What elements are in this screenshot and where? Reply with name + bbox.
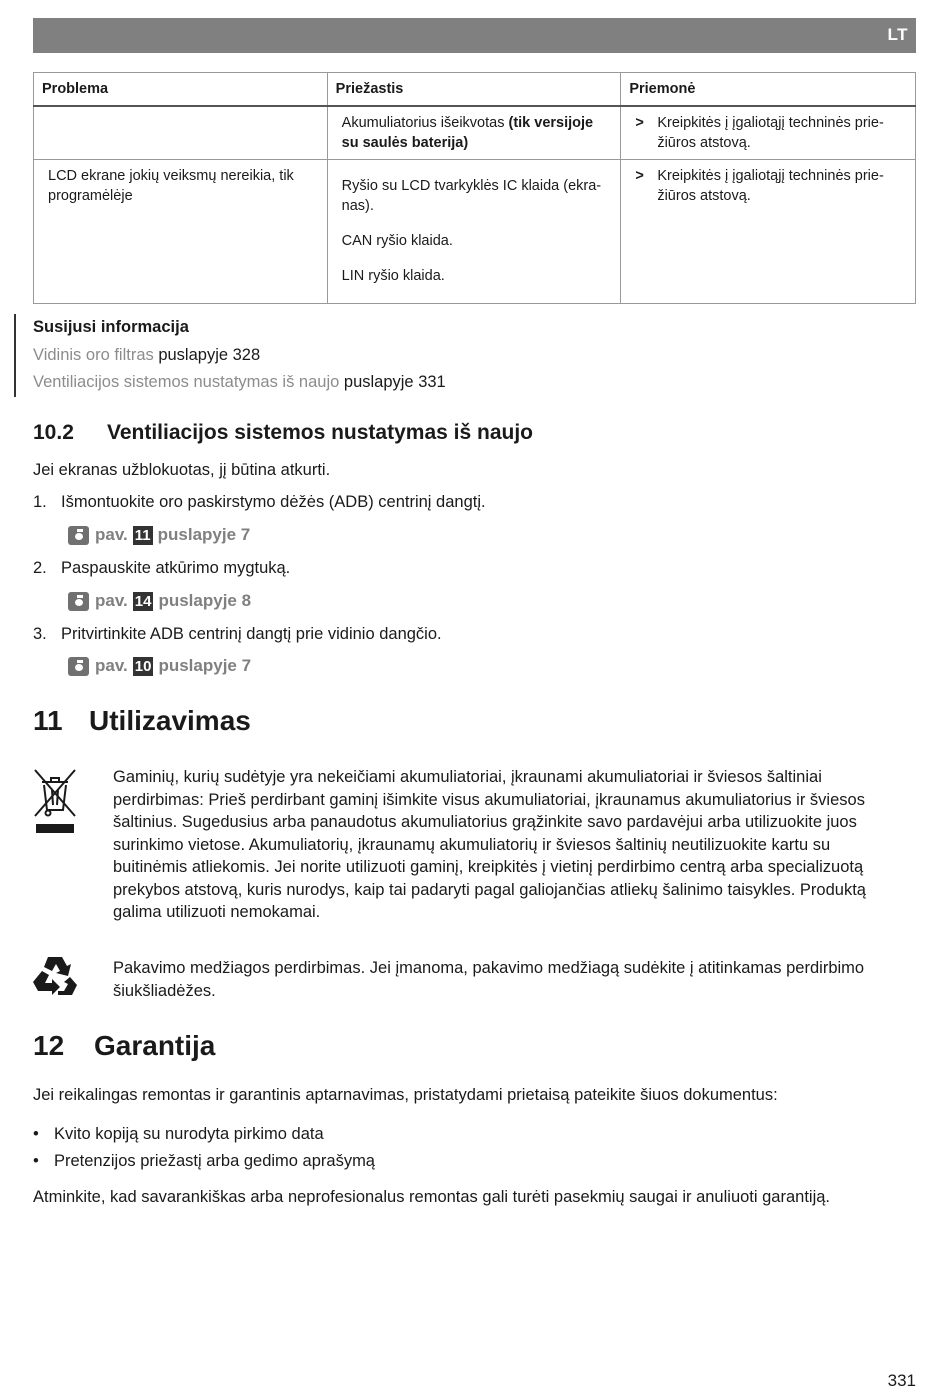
cause-cell bbox=[327, 106, 621, 160]
cause-text: CAN ryšio klaida. bbox=[341, 233, 453, 249]
section-intro: Jei ekranas užblokuotas, jį būtina atkurti. bbox=[33, 461, 331, 479]
related-link-item bbox=[33, 369, 614, 397]
crossed-bin-icon bbox=[33, 768, 77, 834]
camera-icon bbox=[68, 657, 89, 676]
arrow-icon: > bbox=[635, 168, 644, 184]
cause-text: Ryšio su LCD tvarkyklės IC klaida (ekranas). bbox=[341, 178, 602, 214]
figure-ref-page: puslapyje 7 bbox=[157, 525, 251, 544]
recycle-icon bbox=[32, 955, 78, 999]
step-item bbox=[33, 557, 290, 579]
warranty-note: Atminkite, kad savarankiškas arba neprofesionalus remontas gali turėti pasekmių saugai ir anuliuoti garantiją. bbox=[33, 1188, 831, 1206]
column-header-remedy: Priemonė bbox=[621, 73, 916, 107]
cause-text-bold: (tik versijoje su saulės baterija) bbox=[341, 115, 594, 151]
related-link-air-filter[interactable]: Vidinis oro filtras bbox=[33, 345, 154, 364]
figure-ref-prefix: pav. bbox=[95, 591, 128, 610]
section-number: 12 bbox=[33, 1030, 65, 1061]
figure-ref-page: puslapyje 7 bbox=[158, 656, 252, 675]
list-item: • Pretenzijos priežastį arba gedimo aprašymą bbox=[33, 1148, 375, 1175]
problem-cell bbox=[34, 106, 328, 160]
section-title: Utilizavimas bbox=[89, 705, 251, 736]
remedy-text: Kreipkitės į įgaliotąjį techninės priežiūros atstovą. bbox=[657, 115, 884, 151]
related-link-item bbox=[33, 342, 614, 370]
cause-cell bbox=[327, 160, 621, 304]
table-row bbox=[34, 160, 916, 304]
step-text: Paspauskite atkūrimo mygtuką. bbox=[61, 559, 291, 577]
step-number: 3. bbox=[33, 625, 47, 643]
language-code: LT bbox=[887, 25, 908, 44]
figure-number-badge: 11 bbox=[134, 526, 151, 544]
table-header-row bbox=[34, 73, 916, 107]
figure-reference[interactable] bbox=[68, 656, 251, 676]
step-number: 2. bbox=[33, 559, 47, 577]
figure-ref-page: puslapyje 8 bbox=[158, 591, 252, 610]
figure-number-badge: 10 bbox=[134, 657, 152, 675]
section-heading-11 bbox=[33, 705, 251, 737]
column-header-cause: Priežastis bbox=[327, 73, 621, 107]
disposal-text: Gaminių, kurių sudėtyje yra nekeičiami akumuliatoriai, įkraunami akumuliatoriai ir šviesos šaltiniai perdirbimas: Prieš perdirbant gaminį išimkite visus akumuliatoriai, įkraunamus akumuliatorius ir šviesos šaltinius. Sugedusius arba panaudotus akumuliatorius grąžinkite savo pardavėjui arba utilizuokite juos surinkimo vietose. Akumuliatorių, įkraunamų akumuliatorių ir šviesos šaltinių neutilizuokite kartu su buitinėmis atliekomis. Jei norite utilizuoti gaminį, kreipkitės į vietinį perdirbimo centrą arba specializuotą prekybos atstovą, kuris nurodys, kaip tai padaryti pagal galiojančias atliekų šalinimo taisykles. Produktą galima utilizuoti nemokamai. bbox=[113, 768, 866, 921]
warranty-documents-list bbox=[33, 1121, 375, 1175]
arrow-icon: > bbox=[635, 115, 644, 131]
remedy-cell bbox=[621, 106, 916, 160]
step-text: Išmontuokite oro paskirstymo dėžės (ADB) centrinį dangtį. bbox=[61, 493, 486, 511]
header-bar bbox=[33, 18, 916, 53]
step-number: 1. bbox=[33, 493, 47, 511]
remedy-text: Kreipkitės į įgaliotąjį techninės priežiūros atstovą. bbox=[657, 168, 884, 204]
step-item bbox=[33, 623, 442, 645]
related-link-suffix: puslapyje 328 bbox=[153, 345, 261, 364]
camera-icon bbox=[68, 592, 89, 611]
cause-text: Akumuliatorius išeikvotas bbox=[341, 115, 509, 131]
section-number: 11 bbox=[33, 705, 63, 736]
column-header-problem: Problema bbox=[34, 73, 328, 107]
warranty-intro: Jei reikalingas remontas ir garantinis aptarnavimas, pristatydami prietaisą pateikite šiuos dokumentus: bbox=[33, 1086, 778, 1104]
figure-ref-prefix: pav. bbox=[95, 656, 128, 675]
related-link-suffix: puslapyje 331 bbox=[339, 373, 446, 391]
section-title: Ventiliacijos sistemos nustatymas iš naujo bbox=[107, 421, 533, 444]
step-text: Pritvirtinkite ADB centrinį dangtį prie vidinio dangčio. bbox=[61, 625, 442, 643]
section-number: 10.2 bbox=[33, 421, 74, 444]
section-heading-10-2 bbox=[33, 421, 533, 445]
section-heading-12 bbox=[33, 1030, 215, 1062]
list-item: • Kvito kopiją su nurodyta pirkimo data bbox=[33, 1121, 375, 1148]
related-info bbox=[14, 314, 614, 397]
figure-reference[interactable] bbox=[68, 525, 250, 545]
remedy-cell bbox=[621, 160, 916, 304]
cause-text: LIN ryšio klaida. bbox=[341, 268, 445, 284]
camera-icon bbox=[68, 526, 89, 545]
table-row bbox=[34, 106, 916, 160]
related-info-title: Susijusi informacija bbox=[33, 318, 189, 336]
figure-ref-prefix: pav. bbox=[95, 525, 128, 544]
page-number: 331 bbox=[887, 1371, 916, 1390]
section-title: Garantija bbox=[94, 1030, 216, 1061]
figure-number-badge: 14 bbox=[134, 592, 152, 610]
related-link-ventilation-reset[interactable]: Ventiliacijos sistemos nustatymas iš naujo bbox=[33, 373, 340, 391]
figure-reference[interactable] bbox=[68, 591, 251, 611]
step-item bbox=[33, 491, 486, 513]
packaging-text: Pakavimo medžiagos perdirbimas. Jei įmanoma, pakavimo medžiagą sudėkite į atitinkamas perdirbimo šiukšliadėžes. bbox=[113, 959, 865, 1000]
troubleshooting-table bbox=[33, 72, 916, 304]
problem-cell: LCD ekrane jokių veiksmų nereikia, tik programėlėje bbox=[34, 160, 328, 304]
